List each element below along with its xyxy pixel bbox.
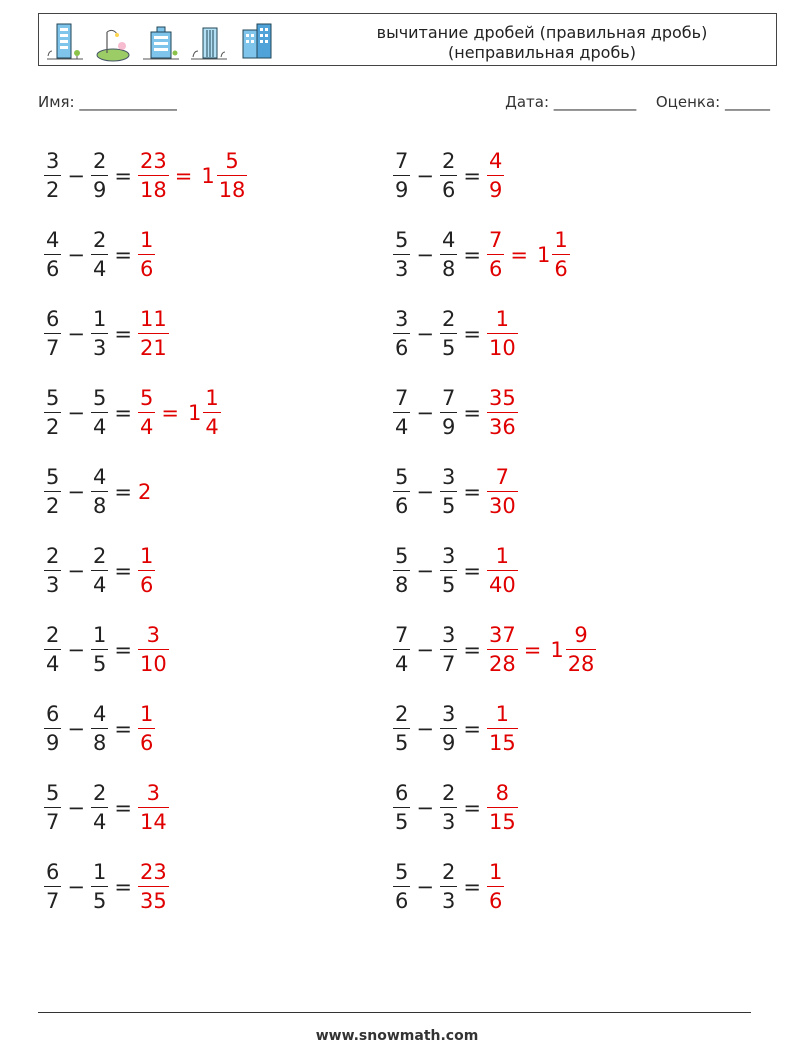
minuend-fraction <box>44 862 61 912</box>
numerator: 2 <box>92 228 107 252</box>
answer-fraction <box>138 625 169 675</box>
answer <box>487 151 504 201</box>
numerator: 23 <box>139 149 167 173</box>
equals-sign: = <box>114 322 132 346</box>
problem-left-7 <box>44 614 169 686</box>
numerator: 2 <box>92 781 107 805</box>
subtrahend-fraction <box>440 546 457 596</box>
problem-left-4 <box>44 377 221 449</box>
mixed-fraction <box>217 151 248 201</box>
denominator: 4 <box>44 649 61 675</box>
equals-sign: = <box>510 243 528 267</box>
denominator: 4 <box>138 412 155 438</box>
minuend-fraction <box>44 388 61 438</box>
answer-fraction <box>138 230 155 280</box>
denominator: 6 <box>393 491 410 517</box>
mixed-whole: 1 <box>201 164 215 188</box>
problem-right-3 <box>393 298 518 370</box>
subtrahend-fraction <box>91 388 108 438</box>
minuend-fraction <box>393 388 410 438</box>
answer <box>487 783 518 833</box>
numerator: 3 <box>441 702 456 726</box>
numerator: 7 <box>488 228 503 252</box>
denominator: 9 <box>440 728 457 754</box>
numerator: 5 <box>46 386 60 410</box>
subtrahend-fraction <box>91 625 108 675</box>
minuend-fraction <box>393 704 410 754</box>
answer <box>487 467 518 517</box>
numerator: 7 <box>495 465 510 489</box>
problem-left-9 <box>44 772 169 844</box>
numerator: 1 <box>139 228 154 252</box>
numerator: 1 <box>554 228 568 252</box>
denominator: 6 <box>393 886 410 912</box>
denominator: 6 <box>138 570 155 596</box>
denominator: 2 <box>44 491 61 517</box>
minus-sign: − <box>67 796 85 820</box>
denominator: 14 <box>138 807 169 833</box>
denominator: 15 <box>487 807 518 833</box>
answer <box>138 783 169 833</box>
answer-fraction <box>487 309 518 359</box>
answer-fraction <box>487 151 504 201</box>
denominator: 15 <box>487 728 518 754</box>
problem-left-5 <box>44 456 151 528</box>
answer <box>487 546 518 596</box>
answer <box>138 704 155 754</box>
numerator: 4 <box>92 465 107 489</box>
denominator: 4 <box>203 412 220 438</box>
subtrahend-fraction <box>440 388 457 438</box>
minus-sign: − <box>67 875 85 899</box>
grade-field: Оценка: ______ <box>655 93 770 111</box>
subtrahend-fraction <box>440 862 457 912</box>
minuend-fraction <box>44 309 61 359</box>
footer-url: www.snowmath.com <box>315 1028 479 1044</box>
numerator: 1 <box>92 860 107 884</box>
subtrahend-fraction <box>91 862 108 912</box>
minuend-fraction <box>44 467 61 517</box>
denominator: 6 <box>393 333 410 359</box>
mixed-fraction <box>203 388 220 438</box>
numerator: 1 <box>495 544 510 568</box>
denominator: 3 <box>440 807 457 833</box>
minuend-fraction <box>393 862 410 912</box>
minus-sign: − <box>67 480 85 504</box>
equals-sign: = <box>463 559 481 583</box>
minus-sign: − <box>416 796 434 820</box>
minuend-fraction <box>393 309 410 359</box>
equals-sign: = <box>463 717 481 741</box>
subtrahend-fraction <box>91 467 108 517</box>
mixed-fraction <box>552 230 569 280</box>
answer-fraction <box>138 388 155 438</box>
denominator: 30 <box>487 491 518 517</box>
answer <box>487 862 504 912</box>
minus-sign: − <box>416 322 434 346</box>
numerator: 1 <box>92 623 107 647</box>
numerator: 6 <box>46 860 60 884</box>
problem-right-7 <box>393 614 596 686</box>
equals-sign: = <box>463 875 481 899</box>
denominator: 5 <box>440 570 457 596</box>
denominator: 5 <box>440 333 457 359</box>
problem-right-4 <box>393 377 518 449</box>
denominator: 9 <box>91 175 108 201</box>
minuend-fraction <box>393 625 410 675</box>
date-grade-fields <box>505 93 770 111</box>
equals-sign: = <box>114 638 132 662</box>
answer <box>487 625 596 675</box>
answer-fraction <box>138 862 169 912</box>
denominator: 9 <box>393 175 410 201</box>
subtrahend-fraction <box>440 625 457 675</box>
minuend-fraction <box>393 151 410 201</box>
answer <box>138 388 221 438</box>
numerator: 5 <box>139 386 154 410</box>
denominator: 7 <box>440 649 457 675</box>
equals-sign: = <box>463 480 481 504</box>
answer <box>138 309 169 359</box>
equals-sign: = <box>114 480 132 504</box>
denominator: 3 <box>440 886 457 912</box>
denominator: 4 <box>393 412 410 438</box>
numerator: 5 <box>46 781 60 805</box>
minuend-fraction <box>44 230 61 280</box>
problem-right-10 <box>393 851 504 923</box>
minuend-fraction <box>44 625 61 675</box>
denominator: 28 <box>487 649 518 675</box>
minuend-fraction <box>393 783 410 833</box>
minus-sign: − <box>67 322 85 346</box>
header-box <box>38 13 777 66</box>
title-line-2: (неправильная дробь) <box>448 43 636 62</box>
denominator: 18 <box>217 175 248 201</box>
answer <box>487 388 518 438</box>
header-icons <box>45 20 277 62</box>
numerator: 1 <box>205 386 219 410</box>
denominator: 7 <box>44 807 61 833</box>
subtrahend-fraction <box>440 704 457 754</box>
subtrahend-fraction <box>440 783 457 833</box>
equals-sign: = <box>114 875 132 899</box>
answer-fraction <box>138 783 169 833</box>
mixed-whole: 1 <box>550 638 564 662</box>
numerator: 2 <box>46 623 60 647</box>
equals-sign: = <box>463 243 481 267</box>
denominator: 6 <box>552 254 569 280</box>
denominator: 36 <box>487 412 518 438</box>
minuend-fraction <box>44 151 61 201</box>
answer-fraction <box>487 625 518 675</box>
denominator: 10 <box>138 649 169 675</box>
minus-sign: − <box>416 875 434 899</box>
title-line-1: вычитание дробей (правильная дробь) <box>376 23 708 42</box>
numerator: 1 <box>495 702 510 726</box>
denominator: 3 <box>91 333 108 359</box>
minus-sign: − <box>416 401 434 425</box>
city-buildings-icon <box>237 20 277 62</box>
numerator: 11 <box>139 307 167 331</box>
minuend-fraction <box>44 704 61 754</box>
minus-sign: − <box>67 243 85 267</box>
equals-sign: = <box>114 401 132 425</box>
tower-lamp-icon <box>189 20 229 62</box>
equals-sign: = <box>463 638 481 662</box>
answer-fraction <box>138 309 169 359</box>
answer <box>138 862 169 912</box>
numerator: 5 <box>395 860 409 884</box>
denominator: 4 <box>91 570 108 596</box>
date-field: Дата: ___________ <box>505 93 637 111</box>
denominator: 6 <box>440 175 457 201</box>
numerator: 2 <box>92 149 107 173</box>
minus-sign: − <box>416 243 434 267</box>
denominator: 8 <box>440 254 457 280</box>
minuend-fraction <box>393 467 410 517</box>
denominator: 9 <box>487 175 504 201</box>
denominator: 6 <box>138 728 155 754</box>
numerator: 6 <box>395 781 409 805</box>
minus-sign: − <box>416 638 434 662</box>
problem-left-1 <box>44 140 247 212</box>
numerator: 5 <box>46 465 60 489</box>
equals-sign: = <box>114 164 132 188</box>
numerator: 7 <box>395 149 409 173</box>
problem-left-10 <box>44 851 169 923</box>
answer-fraction <box>487 467 518 517</box>
problem-right-1 <box>393 140 504 212</box>
answer <box>487 230 570 280</box>
numerator: 3 <box>441 623 456 647</box>
numerator: 4 <box>441 228 456 252</box>
equals-sign: = <box>463 401 481 425</box>
numerator: 35 <box>488 386 516 410</box>
denominator: 7 <box>44 886 61 912</box>
numerator: 23 <box>139 860 167 884</box>
name-field: Имя: _____________ <box>38 93 177 111</box>
answer <box>138 546 155 596</box>
denominator: 4 <box>91 254 108 280</box>
numerator: 3 <box>146 623 161 647</box>
denominator: 9 <box>44 728 61 754</box>
equals-sign: = <box>161 401 179 425</box>
numerator: 1 <box>139 544 154 568</box>
answer <box>138 151 247 201</box>
numerator: 7 <box>395 386 409 410</box>
denominator: 7 <box>44 333 61 359</box>
numerator: 1 <box>92 307 107 331</box>
subtrahend-fraction <box>91 783 108 833</box>
subtrahend-fraction <box>440 309 457 359</box>
denominator: 3 <box>393 254 410 280</box>
denominator: 4 <box>393 649 410 675</box>
denominator: 8 <box>393 570 410 596</box>
numerator: 5 <box>395 465 409 489</box>
subtrahend-fraction <box>91 309 108 359</box>
numerator: 3 <box>441 465 456 489</box>
mixed-fraction <box>566 625 597 675</box>
answer-fraction <box>487 546 518 596</box>
equals-sign: = <box>523 638 542 662</box>
equals-sign: = <box>174 164 193 188</box>
tree-lamp-icon <box>93 20 133 62</box>
minuend-fraction <box>393 230 410 280</box>
subtrahend-fraction <box>440 230 457 280</box>
minuend-fraction <box>393 546 410 596</box>
minus-sign: − <box>67 559 85 583</box>
denominator: 5 <box>91 886 108 912</box>
numerator: 1 <box>139 702 154 726</box>
numerator: 3 <box>395 307 409 331</box>
problem-left-8 <box>44 693 155 765</box>
problem-left-3 <box>44 298 169 370</box>
numerator: 6 <box>46 307 60 331</box>
equals-sign: = <box>463 796 481 820</box>
subtrahend-fraction <box>91 230 108 280</box>
numerator: 5 <box>225 149 239 173</box>
minuend-fraction <box>44 546 61 596</box>
subtrahend-fraction <box>440 151 457 201</box>
numerator: 9 <box>574 623 588 647</box>
answer-fraction <box>487 230 504 280</box>
equals-sign: = <box>463 322 481 346</box>
denominator: 4 <box>91 412 108 438</box>
answer <box>487 704 518 754</box>
denominator: 6 <box>487 886 504 912</box>
numerator: 8 <box>495 781 510 805</box>
numerator: 2 <box>441 860 456 884</box>
numerator: 3 <box>46 149 60 173</box>
problem-right-6 <box>393 535 518 607</box>
subtrahend-fraction <box>440 467 457 517</box>
numerator: 5 <box>395 544 409 568</box>
equals-sign: = <box>114 717 132 741</box>
numerator: 4 <box>92 702 107 726</box>
equals-sign: = <box>114 559 132 583</box>
denominator: 6 <box>44 254 61 280</box>
numerator: 1 <box>488 860 503 884</box>
answer-fraction <box>138 546 155 596</box>
worksheet-title <box>332 23 752 63</box>
answer-fraction <box>138 704 155 754</box>
answer <box>487 309 518 359</box>
minus-sign: − <box>416 559 434 583</box>
minus-sign: − <box>416 164 434 188</box>
denominator: 6 <box>487 254 504 280</box>
problem-left-6 <box>44 535 155 607</box>
numerator: 4 <box>488 149 503 173</box>
problem-left-2 <box>44 219 155 291</box>
equals-sign: = <box>114 796 132 820</box>
numerator: 2 <box>46 544 60 568</box>
minus-sign: − <box>67 638 85 662</box>
denominator: 4 <box>91 807 108 833</box>
minuend-fraction <box>44 783 61 833</box>
problem-right-2 <box>393 219 570 291</box>
answer <box>138 230 155 280</box>
equals-sign: = <box>463 164 481 188</box>
problem-right-5 <box>393 456 518 528</box>
answer-fraction <box>487 704 518 754</box>
mixed-whole: 1 <box>536 243 551 267</box>
denominator: 35 <box>138 886 169 912</box>
numerator: 1 <box>495 307 510 331</box>
denominator: 9 <box>440 412 457 438</box>
problem-right-8 <box>393 693 518 765</box>
denominator: 5 <box>440 491 457 517</box>
answer-fraction <box>487 862 504 912</box>
denominator: 40 <box>487 570 518 596</box>
denominator: 5 <box>393 807 410 833</box>
minus-sign: − <box>416 717 434 741</box>
answer-fraction <box>487 783 518 833</box>
numerator: 2 <box>441 781 456 805</box>
denominator: 28 <box>566 649 597 675</box>
denominator: 3 <box>44 570 61 596</box>
denominator: 18 <box>138 175 169 201</box>
problem-right-9 <box>393 772 518 844</box>
numerator: 4 <box>46 228 60 252</box>
numerator: 2 <box>441 307 456 331</box>
denominator: 5 <box>393 728 410 754</box>
denominator: 8 <box>91 491 108 517</box>
subtrahend-fraction <box>91 704 108 754</box>
answer-fraction <box>487 388 518 438</box>
footer-divider <box>38 1012 751 1013</box>
minus-sign: − <box>416 480 434 504</box>
answer <box>138 625 169 675</box>
numerator: 2 <box>441 149 456 173</box>
numerator: 2 <box>395 702 409 726</box>
numerator: 5 <box>92 386 107 410</box>
office-building-icon <box>141 20 181 62</box>
numerator: 3 <box>146 781 161 805</box>
numerator: 5 <box>395 228 409 252</box>
equals-sign: = <box>114 243 132 267</box>
denominator: 21 <box>138 333 169 359</box>
subtrahend-fraction <box>91 151 108 201</box>
minus-sign: − <box>67 164 85 188</box>
subtrahend-fraction <box>91 546 108 596</box>
answer-fraction <box>138 151 169 201</box>
numerator: 7 <box>441 386 456 410</box>
denominator: 2 <box>44 412 61 438</box>
denominator: 6 <box>138 254 155 280</box>
numerator: 6 <box>46 702 60 726</box>
building-icon <box>45 20 85 62</box>
denominator: 8 <box>91 728 108 754</box>
answer-integer: 2 <box>137 480 152 504</box>
numerator: 2 <box>92 544 107 568</box>
minus-sign: − <box>67 401 85 425</box>
numerator: 7 <box>395 623 409 647</box>
mixed-whole: 1 <box>187 401 202 425</box>
denominator: 2 <box>44 175 61 201</box>
numerator: 3 <box>441 544 456 568</box>
denominator: 5 <box>91 649 108 675</box>
minus-sign: − <box>67 717 85 741</box>
answer <box>138 480 151 504</box>
numerator: 37 <box>488 623 516 647</box>
denominator: 10 <box>487 333 518 359</box>
